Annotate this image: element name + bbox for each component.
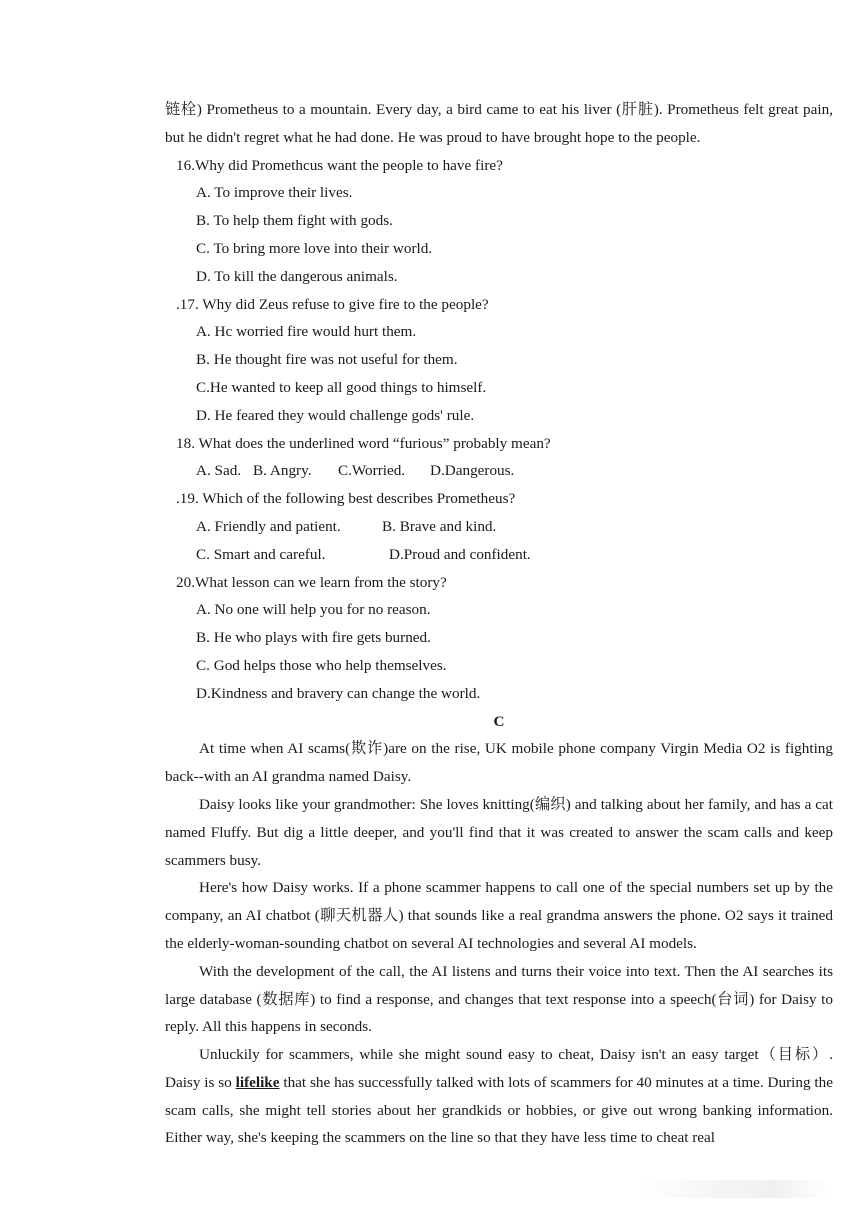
q19-option-d: D.Proud and confident.: [389, 545, 531, 563]
question-17: .17. Why did Zeus refuse to give fire to the people?: [176, 295, 489, 313]
q17-option-c: C.He wanted to keep all good things to himself.: [196, 378, 487, 396]
q16-option-d: D. To kill the dangerous animals.: [196, 267, 398, 285]
q18-option-c: C.Worried.: [338, 462, 406, 480]
q16-option-b: B. To help them fight with gods.: [196, 212, 393, 230]
section-c-paragraph-2: Daisy looks like your grandmother: She loves knitting(编织) and talking about her family, and has a cat named Fluffy. But dig a little deeper, and you'll find that it was created to answer the scam calls and keep scammers busy.: [165, 795, 833, 869]
question-16: 16.Why did Promethcus want the people to have fire?: [176, 156, 503, 174]
question-20: 20.What lesson can we learn from the story?: [176, 573, 447, 591]
q18-options-row: [165, 457, 833, 485]
q20-option-b: B. He who plays with fire gets burned.: [196, 629, 431, 647]
scan-smudge: [640, 1180, 830, 1198]
q18-option-a: A. Sad.: [196, 462, 242, 480]
page-content: [165, 96, 833, 1152]
underlined-word-lifelike: lifelike: [235, 1073, 280, 1091]
q19-option-b: B. Brave and kind.: [382, 517, 497, 535]
intro-paragraph: 链栓) Prometheus to a mountain. Every day, a bird came to eat his liver (肝脏). Prometheus felt great pain, but he didn't regret what he had done. He was proud to have brought hope to the people.: [165, 101, 833, 146]
question-19: .19. Which of the following best describes Prometheus?: [176, 490, 516, 508]
q19-option-a: A. Friendly and patient.: [196, 517, 341, 535]
paragraph-5-text-before: Unluckily for scammers, while she might sound easy to cheat, Daisy isn't an easy target（目标）. Daisy is so: [165, 1046, 833, 1091]
section-c-paragraph-3: Here's how Daisy works. If a phone scammer happens to call one of the special numbers set up by the company, an AI chatbot (聊天机器人) that sounds like a real grandma answers the phone. O2 says it trained the elderly-woman-sounding chatbot on several AI technologies and several AI models.: [165, 879, 833, 952]
q19-options-row-2: [165, 541, 833, 569]
q20-option-c: C. God helps those who help themselves.: [196, 656, 447, 674]
paragraph-5-text-after: that she has successfully talked with lots of scammers for 40 minutes at a time. During the scam calls, she might tell stories about her grandkids or hobbies, or give out wrong banking information. Either way, she's keeping the scammers on the line so that they have less time to cheat real: [165, 1073, 833, 1147]
q18-option-b: B. Angry.: [253, 462, 312, 480]
section-c-paragraph-4: With the development of the call, the AI listens and turns their voice into text. Then the AI searches its large database (数据库) to find a response, and changes that text response into a speech(台词) for Daisy to reply. All this happens in seconds.: [165, 962, 833, 1036]
q20-option-a: A. No one will help you for no reason.: [196, 601, 431, 619]
q16-option-a: A. To improve their lives.: [196, 184, 353, 202]
question-18: 18. What does the underlined word “furious” probably mean?: [176, 434, 551, 452]
q17-option-a: A. Hc worried fire would hurt them.: [196, 323, 417, 341]
q19-options-row-1: [165, 513, 833, 541]
q20-option-d: D.Kindness and bravery can change the world.: [196, 684, 481, 702]
section-c-paragraph-5: [165, 1041, 833, 1152]
q16-option-c: C. To bring more love into their world.: [196, 239, 433, 257]
q18-option-d: D.Dangerous.: [430, 462, 515, 480]
q17-option-d: D. He feared they would challenge gods' rule.: [196, 406, 475, 424]
q17-option-b: B. He thought fire was not useful for them.: [196, 351, 458, 369]
section-c-paragraph-1: At time when AI scams(欺诈)are on the rise, UK mobile phone company Virgin Media O2 is fighting back--with an AI grandma named Daisy.: [165, 740, 833, 786]
q19-option-c: C. Smart and careful.: [196, 545, 326, 563]
section-c-heading: C: [493, 712, 505, 730]
